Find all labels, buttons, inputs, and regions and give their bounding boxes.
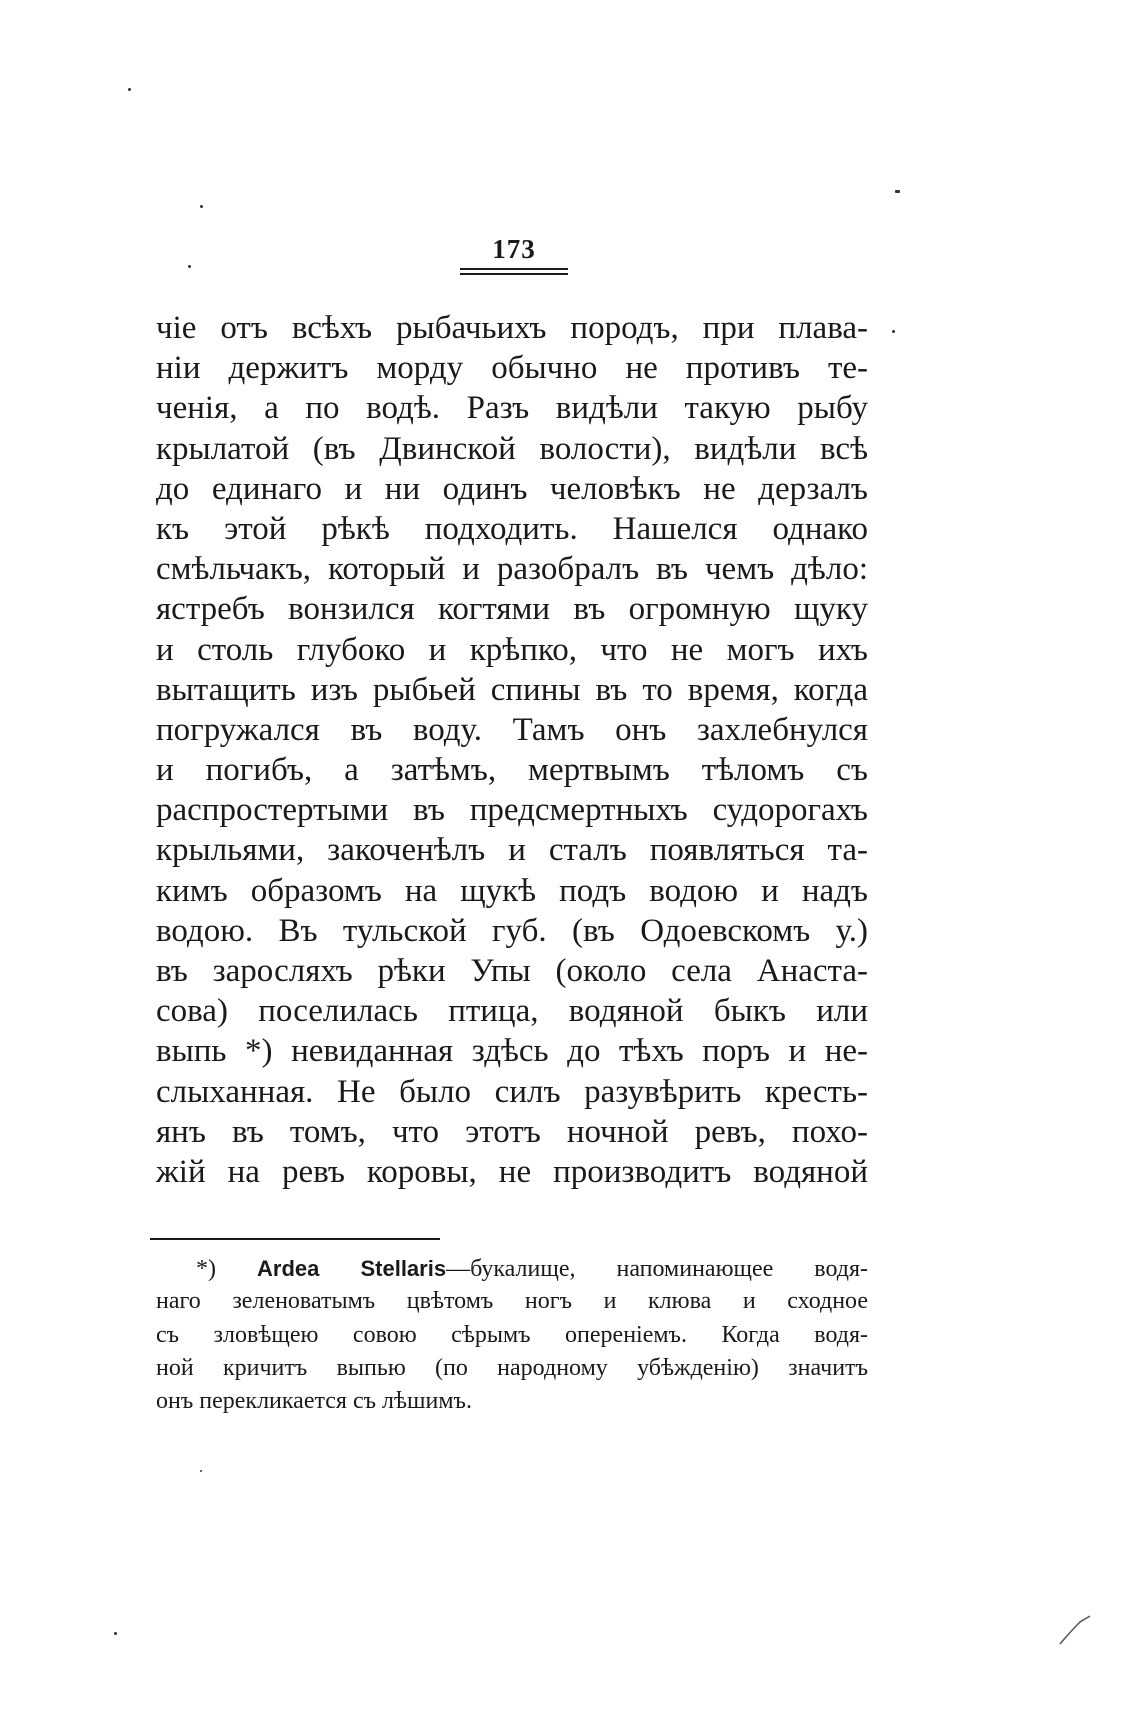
footnote-first-text: —букалище, напоминающее водя-: [446, 1256, 869, 1282]
text-line: водою. Въ тульской губ. (въ Одоевскомъ у.): [156, 912, 868, 949]
page-number: 173: [492, 234, 536, 264]
text-line: крылатой (въ Двинской волости), видѣли всѣ: [156, 430, 868, 467]
text-line: въ заросляхъ рѣки Упы (около села Анаста-: [156, 953, 868, 989]
scan-speck: [200, 205, 203, 208]
text-line: чіе отъ всѣхъ рыбачьихъ породъ, при плава-: [156, 310, 868, 346]
footnote-line: съ зловѣщею совою сѣрымъ опереніемъ. Когда водя-: [156, 1321, 868, 1348]
footnote-marker: *): [196, 1256, 216, 1282]
text-line: распростертыми въ предсмертныхъ судорогахъ: [156, 792, 868, 829]
text-line: крыльями, закоченѣлъ и сталъ появляться та-: [156, 832, 868, 869]
text-line: сова) поселилась птица, водяной быкъ или: [156, 993, 868, 1030]
page-number-double-rule: [460, 268, 568, 275]
text-line: жій на ревъ коровы, не производитъ водяной: [156, 1153, 868, 1190]
text-line: янъ въ томъ, что этотъ ночной ревъ, похо-: [156, 1113, 868, 1150]
text-line: ніи держитъ морду обычно не противъ те-: [156, 350, 868, 387]
footnote-line: [156, 1252, 868, 1285]
scan-speck: [200, 1470, 202, 1472]
scan-speck: [895, 190, 900, 193]
text-line: смѣльчакъ, который и разобралъ въ чемъ дѣло:: [156, 551, 868, 588]
footnote-term: Ardea Stellaris: [257, 1256, 447, 1281]
text-line: до единаго и ни одинъ человѣкъ не дерзалъ: [156, 470, 868, 507]
footnote-separator: [150, 1238, 440, 1240]
scan-speck: [128, 88, 131, 91]
text-line: слыханная. Не было силъ разувѣрить кресть-: [156, 1073, 868, 1110]
text-line: вытащить изъ рыбьей спины въ то время, когда: [156, 671, 868, 708]
scan-speck: [188, 265, 191, 268]
scan-speck: [892, 330, 895, 333]
pen-mark: [1056, 1610, 1096, 1650]
body-text: [156, 308, 868, 1192]
text-line: и столь глубоко и крѣпко, что не могъ ихъ: [156, 631, 868, 668]
scan-speck: [114, 1632, 117, 1635]
text-line: къ этой рѣкѣ подходить. Нашелся однако: [156, 510, 868, 547]
footnote: [156, 1252, 868, 1418]
footnote-line: наго зеленоватымъ цвѣтомъ ногъ и клюва и сходное: [156, 1288, 868, 1315]
footnote-line: ной кричитъ выпью (по народному убѣжденію) значитъ: [156, 1354, 868, 1381]
text-line: погружался въ воду. Тамъ онъ захлебнулся: [156, 711, 868, 748]
text-line: выпь *) невиданная здѣсь до тѣхъ поръ и не-: [156, 1033, 868, 1070]
footnote-line: онъ перекликается съ лѣшимъ.: [156, 1388, 472, 1415]
text-line: и погибъ, а затѣмъ, мертвымъ тѣломъ съ: [156, 752, 868, 789]
text-line: ченія, а по водѣ. Разъ видѣли такую рыбу: [156, 390, 868, 427]
text-line: кимъ образомъ на щукѣ подъ водою и надъ: [156, 872, 868, 909]
text-line: ястребъ вонзился когтями въ огромную щуку: [156, 591, 868, 628]
